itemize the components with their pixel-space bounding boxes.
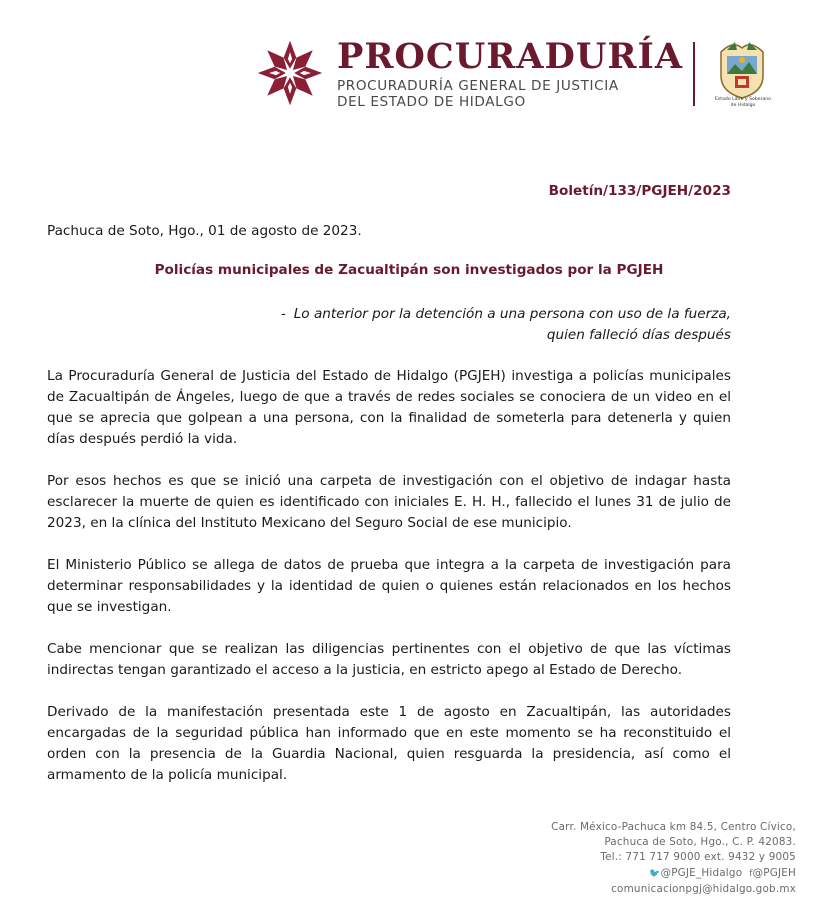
brand-subtitle-line1: PROCURADURÍA GENERAL DE JUSTICIA	[337, 78, 619, 94]
phone: Tel.: 771 717 9000 ext. 9432 y 9005	[600, 851, 796, 864]
facebook-icon: f	[749, 868, 753, 879]
subhead-bullet: -	[281, 306, 286, 322]
brand-subtitle-line2: DEL ESTADO DE HIDALGO	[337, 94, 526, 110]
subhead-line2: quien falleció días después	[546, 327, 731, 343]
address-line2: Pachuca de Soto, Hgo., C. P. 42083.	[604, 836, 796, 849]
coat-of-arms-icon	[713, 38, 771, 100]
subhead-line1: Lo anterior por la detención a una persona con uso de la fuerza,	[293, 306, 731, 322]
subheadline	[211, 304, 731, 346]
twitter-bird-icon: 🐦	[649, 868, 661, 879]
brand-title: PROCURADURÍA	[337, 36, 684, 77]
seal-caption: Estado Libre y Soberano de Hidalgo	[715, 97, 771, 108]
dateline: Pachuca de Soto, Hgo., 01 de agosto de 2023.	[47, 223, 362, 239]
bulletin-number: Boletín/133/PGJEH/2023	[548, 183, 731, 199]
social-handles	[476, 866, 796, 882]
paragraph: La Procuraduría General de Justicia del Estado de Hidalgo (PGJEH) investiga a policías municipales de Zacualtipán de Ángeles, luego de que a través de redes sociales se conociera de un video en el que se aprecia que golpean a una persona, con la finalidad de someterla para detenerla y quien días después perdió la vida.	[47, 368, 731, 447]
contact-footer	[476, 820, 796, 897]
article-body	[47, 366, 731, 807]
paragraph: Por esos hechos es que se inició una carpeta de investigación con el objetivo de indagar hasta esclarecer la muerte de quien es identificado con iniciales E. H. H., fallecido el lunes 31 de julio de 2023, en la clínica del Instituto Mexicano del Seguro Social de ese municipio.	[47, 473, 731, 531]
paragraph: Derivado de la manifestación presentada este 1 de agosto en Zacualtipán, las autoridades encargadas de la seguridad pública han informado que en este momento se ha reconstituido el orden con la presencia de la Guardia Nacional, quien resguarda la presidencia, así como el armamento de la policía municipal.	[47, 704, 731, 783]
twitter-handle[interactable]: @PGJE_Hidalgo	[660, 866, 743, 879]
letterhead	[255, 36, 775, 108]
headline: Policías municipales de Zacualtipán son investigados por la PGJEH	[154, 262, 664, 278]
email[interactable]: comunicacionpgj@hidalgo.gob.mx	[611, 882, 796, 895]
paragraph: El Ministerio Público se allega de datos de prueba que integra a la carpeta de investigación para determinar responsabilidades y la identidad de quien o quienes están relacionados en los hechos que se investigan.	[47, 557, 731, 615]
header-divider	[693, 42, 695, 106]
star-flower-icon	[255, 38, 325, 108]
facebook-handle[interactable]: @PGJEH	[752, 866, 796, 879]
address-line1: Carr. México-Pachuca km 84.5, Centro Cívico,	[551, 821, 796, 833]
paragraph: Cabe mencionar que se realizan las diligencias pertinentes con el objetivo de que las víctimas indirectas tengan garantizado el acceso a la justicia, en estricto apego al Estado de Derecho.	[47, 641, 731, 678]
